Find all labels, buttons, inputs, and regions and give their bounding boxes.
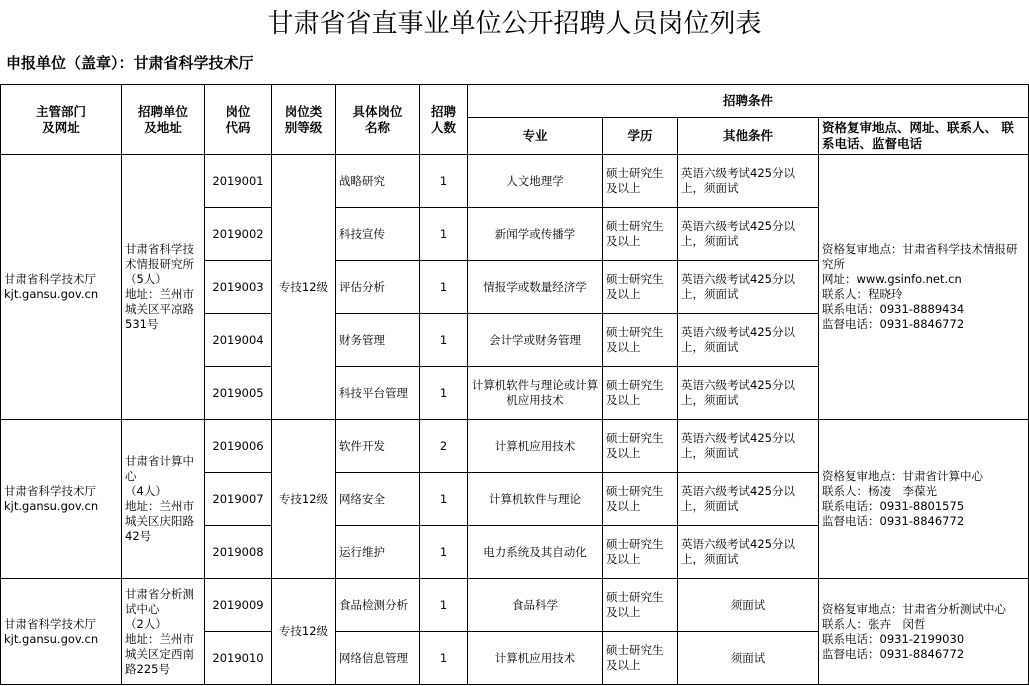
positions-table	[0, 84, 1029, 685]
code-cell: 2019003	[205, 261, 272, 314]
dept-cell: 甘肃省科学技术厅 kjt.gansu.gov.cn	[1, 579, 122, 685]
major-cell: 计算机软件与理论	[468, 473, 603, 526]
category-cell: 专技12级	[272, 579, 336, 685]
post-cell: 科技宣传	[336, 208, 420, 261]
count-cell: 1	[420, 526, 468, 579]
other-cell: 英语六级考试425分以上，须面试	[678, 314, 819, 367]
education-cell: 硕士研究生及以上	[603, 314, 678, 367]
count-cell: 1	[420, 314, 468, 367]
education-cell: 硕士研究生及以上	[603, 155, 678, 208]
header-conditions: 招聘条件	[468, 85, 1029, 118]
dept-cell: 甘肃省科学技术厅 kjt.gansu.gov.cn	[1, 155, 122, 420]
code-cell: 2019006	[205, 420, 272, 473]
major-cell: 新闻学或传播学	[468, 208, 603, 261]
post-cell: 运行维护	[336, 526, 420, 579]
count-cell: 1	[420, 579, 468, 632]
review-cell: 资格复审地点：甘肃省分析测试中心 联系人：张卉 闵哲 联系电话：0931-2199030 监督电话：0931-8846772	[819, 579, 1029, 685]
review-cell: 资格复审地点：甘肃省计算中心 联系人：杨凌 李葆光 联系电话：0931-8801575 监督电话：0931-8846772	[819, 420, 1029, 579]
major-cell: 会计学或财务管理	[468, 314, 603, 367]
unit-cell: 甘肃省分析测试中心 （2人） 地址：兰州市城关区定西南路225号	[122, 579, 205, 685]
post-cell: 战略研究	[336, 155, 420, 208]
page-title: 甘肃省省直事业单位公开招聘人员岗位列表	[267, 9, 762, 39]
header-education: 学历	[603, 118, 678, 155]
header-other: 其他条件	[678, 118, 819, 155]
code-cell: 2019008	[205, 526, 272, 579]
header-code: 岗位 代码	[205, 85, 272, 155]
header-major: 专业	[468, 118, 603, 155]
review-cell: 资格复审地点：甘肃省科学技术情报研究所 网址：www.gsinfo.net.cn 联系人：程晓玲 联系电话：0931-8889434 监督电话：0931-8846772	[819, 155, 1029, 420]
count-cell: 1	[420, 632, 468, 685]
post-cell: 评估分析	[336, 261, 420, 314]
post-cell: 网络安全	[336, 473, 420, 526]
post-cell: 财务管理	[336, 314, 420, 367]
header-review: 资格复审地点、网址、联系人、 联系电话、监督电话	[819, 118, 1029, 155]
education-cell: 硕士研究生及以上	[603, 473, 678, 526]
other-cell: 英语六级考试425分以上，须面试	[678, 367, 819, 420]
major-cell: 情报学或数量经济学	[468, 261, 603, 314]
count-cell: 1	[420, 473, 468, 526]
code-cell: 2019005	[205, 367, 272, 420]
other-cell: 英语六级考试425分以上，须面试	[678, 526, 819, 579]
other-cell: 英语六级考试425分以上，须面试	[678, 208, 819, 261]
code-cell: 2019001	[205, 155, 272, 208]
education-cell: 硕士研究生及以上	[603, 526, 678, 579]
post-cell: 科技平台管理	[336, 367, 420, 420]
table-row	[1, 579, 1029, 632]
education-cell: 硕士研究生及以上	[603, 367, 678, 420]
major-cell: 人文地理学	[468, 155, 603, 208]
education-cell: 硕士研究生及以上	[603, 579, 678, 632]
other-cell: 须面试	[678, 579, 819, 632]
code-cell: 2019007	[205, 473, 272, 526]
count-cell: 1	[420, 367, 468, 420]
code-cell: 2019009	[205, 579, 272, 632]
education-cell: 硕士研究生及以上	[603, 632, 678, 685]
code-cell: 2019004	[205, 314, 272, 367]
post-cell: 网络信息管理	[336, 632, 420, 685]
education-cell: 硕士研究生及以上	[603, 420, 678, 473]
count-cell: 1	[420, 208, 468, 261]
major-cell: 食品科学	[468, 579, 603, 632]
major-cell: 计算机应用技术	[468, 420, 603, 473]
other-cell: 英语六级考试425分以上，须面试	[678, 420, 819, 473]
header-dept: 主管部门 及网址	[1, 85, 122, 155]
other-cell: 须面试	[678, 632, 819, 685]
other-cell: 英语六级考试425分以上，须面试	[678, 261, 819, 314]
post-cell: 食品检测分析	[336, 579, 420, 632]
count-cell: 1	[420, 155, 468, 208]
count-cell: 2	[420, 420, 468, 473]
table-row	[1, 155, 1029, 208]
education-cell: 硕士研究生及以上	[603, 261, 678, 314]
dept-cell: 甘肃省科学技术厅 kjt.gansu.gov.cn	[1, 420, 122, 579]
table-row	[1, 420, 1029, 473]
post-cell: 软件开发	[336, 420, 420, 473]
unit-cell: 甘肃省计算中心 （4人） 地址：兰州市城关区庆阳路42号	[122, 420, 205, 579]
reporting-unit: 申报单位（盖章）：甘肃省科学技术厅	[6, 54, 254, 72]
major-cell: 计算机应用技术	[468, 632, 603, 685]
header-unit: 招聘单位 及地址	[122, 85, 205, 155]
count-cell: 1	[420, 261, 468, 314]
header-count: 招聘 人数	[420, 85, 468, 155]
education-cell: 硕士研究生及以上	[603, 208, 678, 261]
major-cell: 计算机软件与理论或计算机应用技术	[468, 367, 603, 420]
other-cell: 英语六级考试425分以上，须面试	[678, 473, 819, 526]
code-cell: 2019002	[205, 208, 272, 261]
unit-cell: 甘肃省科学技术情报研究所 （5人） 地址：兰州市城关区平凉路531号	[122, 155, 205, 420]
header-post: 具体岗位 名称	[336, 85, 420, 155]
code-cell: 2019010	[205, 632, 272, 685]
category-cell: 专技12级	[272, 155, 336, 420]
major-cell: 电力系统及其自动化	[468, 526, 603, 579]
header-category: 岗位类 别等级	[272, 85, 336, 155]
other-cell: 英语六级考试425分以上，须面试	[678, 155, 819, 208]
category-cell: 专技12级	[272, 420, 336, 579]
